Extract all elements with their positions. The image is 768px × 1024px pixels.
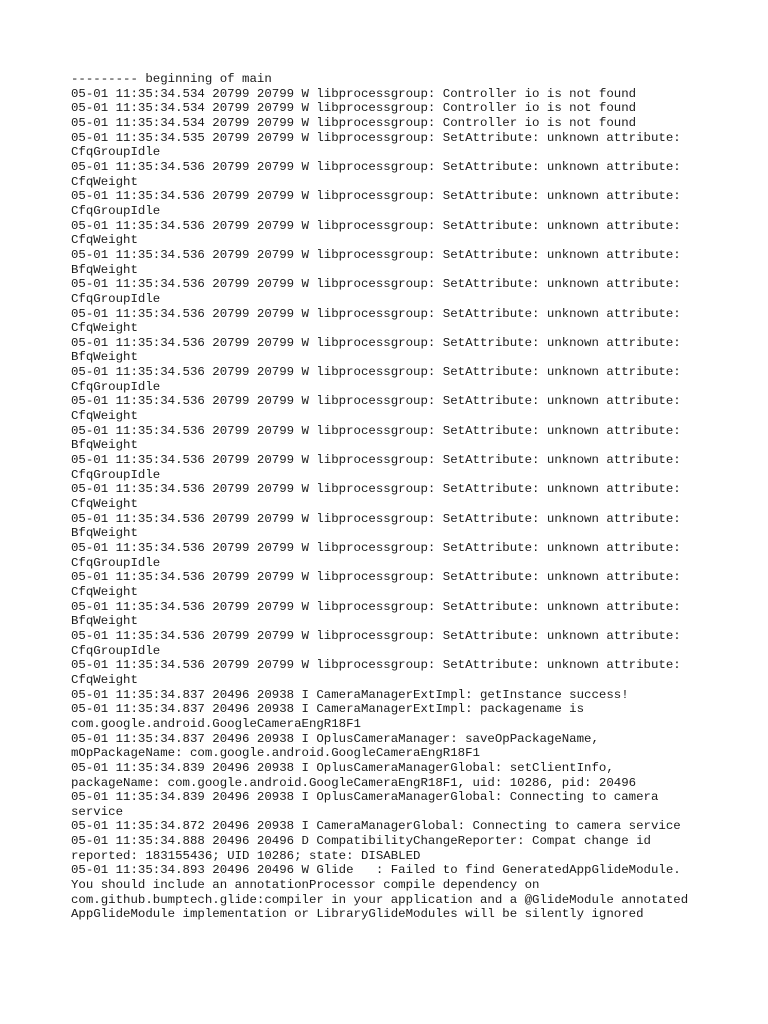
log-line: 05-01 11:35:34.536 20799 20799 W libprocessgroup: SetAttribute: unknown attribute: — [71, 628, 681, 643]
log-line: com.google.android.GoogleCameraEngR18F1 — [71, 716, 361, 731]
log-line: 05-01 11:35:34.536 20799 20799 W libprocessgroup: SetAttribute: unknown attribute: — [71, 247, 681, 262]
log-line: 05-01 11:35:34.536 20799 20799 W libprocessgroup: SetAttribute: unknown attribute: — [71, 423, 681, 438]
log-line: 05-01 11:35:34.888 20496 20496 D CompatibilityChangeReporter: Compat change id — [71, 834, 651, 849]
log-line: 05-01 11:35:34.837 20496 20938 I OplusCameraManager: saveOpPackageName, — [71, 731, 599, 746]
log-line: 05-01 11:35:34.536 20799 20799 W libprocessgroup: SetAttribute: unknown attribute: — [71, 541, 681, 555]
log-line: CfqWeight — [71, 409, 138, 424]
log-line: com.github.bumptech.glide:compiler in your application and a @GlideModule annotated — [71, 892, 689, 907]
log-line: 05-01 11:35:34.536 20799 20799 W libprocessgroup: SetAttribute: unknown attribute: — [71, 599, 681, 614]
log-line: 05-01 11:35:34.536 20799 20799 W libprocessgroup: SetAttribute: unknown attribute: — [71, 570, 681, 585]
log-line: BfqWeight — [71, 350, 138, 365]
log-line: 05-01 11:35:34.839 20496 20938 I OplusCameraManagerGlobal: setClientInfo, — [71, 760, 614, 775]
log-line: 05-01 11:35:34.534 20799 20799 W libprocessgroup: Controller io is not found — [71, 115, 637, 130]
log-line: 05-01 11:35:34.536 20799 20799 W libprocessgroup: SetAttribute: unknown attribute: — [71, 482, 681, 497]
log-line: 05-01 11:35:34.536 20799 20799 W libprocessgroup: SetAttribute: unknown attribute: — [71, 189, 681, 204]
log-line: CfqGroupIdle — [71, 643, 161, 658]
log-line: 05-01 11:35:34.536 20799 20799 W libprocessgroup: SetAttribute: unknown attribute: — [71, 218, 681, 233]
log-line: CfqGroupIdle — [71, 203, 161, 218]
log-line: CfqGroupIdle — [71, 145, 161, 160]
log-line: CfqGroupIdle — [71, 291, 161, 306]
log-line: service — [71, 804, 124, 819]
log-line: 05-01 11:35:34.536 20799 20799 W libprocessgroup: SetAttribute: unknown attribute: — [71, 159, 681, 174]
log-line: AppGlideModule implementation or LibraryGlideModules will be silently ignored — [71, 907, 644, 922]
log-line: 05-01 11:35:34.534 20799 20799 W libprocessgroup: Controller io is not found — [71, 101, 637, 116]
log-line: 05-01 11:35:34.893 20496 20496 W Glide : Failed to find GeneratedAppGlideModule. — [71, 863, 681, 878]
log-line: packageName: com.google.android.GoogleCameraEngR18F1, uid: 10286, pid: 20496 — [71, 775, 637, 790]
log-line: 05-01 11:35:34.536 20799 20799 W libprocessgroup: SetAttribute: unknown attribute: — [71, 453, 681, 468]
log-line: 05-01 11:35:34.536 20799 20799 W libprocessgroup: SetAttribute: unknown attribute: — [71, 365, 681, 380]
log-line: BfqWeight — [71, 526, 138, 541]
log-line: 05-01 11:35:34.837 20496 20938 I CameraManagerExtImpl: packagename is — [71, 702, 585, 717]
log-line: CfqWeight — [71, 584, 138, 599]
log-line: 05-01 11:35:34.535 20799 20799 W libprocessgroup: SetAttribute: unknown attribute: — [71, 130, 681, 145]
log-line: mOpPackageName: com.google.android.GoogleCameraEngR18F1 — [71, 746, 480, 761]
log-line: 05-01 11:35:34.536 20799 20799 W libprocessgroup: SetAttribute: unknown attribute: — [71, 511, 681, 526]
log-line: --------- beginning of main — [71, 72, 272, 86]
log-line: CfqWeight — [71, 321, 138, 336]
log-line: 05-01 11:35:34.536 20799 20799 W libprocessgroup: SetAttribute: unknown attribute: — [71, 394, 681, 409]
log-line: CfqWeight — [71, 497, 138, 512]
log-line: 05-01 11:35:34.536 20799 20799 W libprocessgroup: SetAttribute: unknown attribute: — [71, 335, 681, 350]
log-line: You should include an annotationProcessor compile dependency on — [71, 878, 540, 893]
log-line: 05-01 11:35:34.536 20799 20799 W libprocessgroup: SetAttribute: unknown attribute: — [71, 306, 681, 321]
log-line: CfqGroupIdle — [71, 379, 161, 394]
log-line: reported: 183155436; UID 10286; state: DISABLED — [71, 848, 421, 863]
log-line: 05-01 11:35:34.837 20496 20938 I CameraManagerExtImpl: getInstance success! — [71, 687, 629, 702]
log-line: 05-01 11:35:34.839 20496 20938 I OplusCameraManagerGlobal: Connecting to camera — [71, 790, 659, 805]
log-line: CfqGroupIdle — [71, 467, 161, 482]
log-line: 05-01 11:35:34.534 20799 20799 W libprocessgroup: Controller io is not found — [71, 86, 637, 101]
log-line: 05-01 11:35:34.536 20799 20799 W libprocessgroup: SetAttribute: unknown attribute: — [71, 277, 681, 292]
log-line: BfqWeight — [71, 262, 138, 277]
log-output — [71, 72, 731, 922]
log-line: 05-01 11:35:34.872 20496 20938 I CameraManagerGlobal: Connecting to camera service — [71, 819, 681, 834]
log-line: CfqWeight — [71, 174, 138, 189]
log-line: 05-01 11:35:34.536 20799 20799 W libprocessgroup: SetAttribute: unknown attribute: — [71, 658, 681, 673]
log-line: CfqWeight — [71, 233, 138, 248]
log-line: CfqWeight — [71, 672, 138, 687]
log-line: CfqGroupIdle — [71, 555, 161, 570]
log-line: BfqWeight — [71, 438, 138, 453]
log-line: BfqWeight — [71, 614, 138, 629]
